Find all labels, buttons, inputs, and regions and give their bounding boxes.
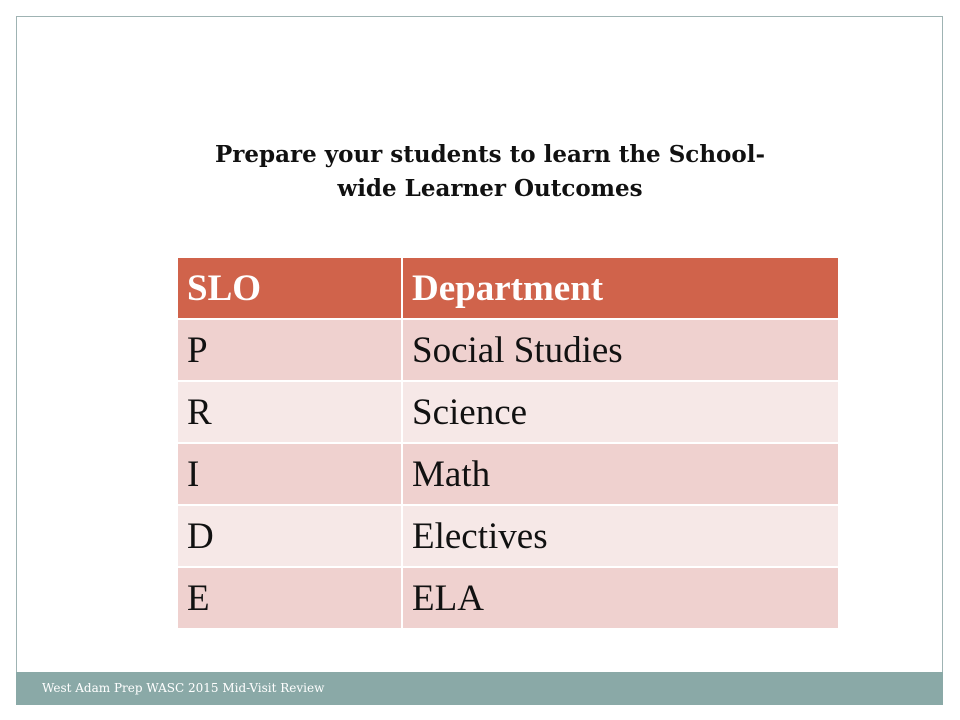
footer-bar [16, 672, 943, 705]
title-line-1: Prepare your students to learn the School- [214, 141, 766, 168]
slo-cell: E [177, 567, 402, 629]
table-row [177, 505, 839, 567]
department-cell: Social Studies [402, 319, 839, 381]
slo-department-table [176, 256, 840, 630]
slo-cell: I [177, 443, 402, 505]
header-department: Department [402, 257, 839, 319]
slo-cell: R [177, 381, 402, 443]
slo-cell: D [177, 505, 402, 567]
header-slo: SLO [177, 257, 402, 319]
department-cell: Science [402, 381, 839, 443]
department-cell: Math [402, 443, 839, 505]
footer-text: West Adam Prep WASC 2015 Mid-Visit Review [42, 681, 325, 695]
department-cell: ELA [402, 567, 839, 629]
table-header-row [177, 257, 839, 319]
slide-title [130, 138, 850, 206]
table-row [177, 443, 839, 505]
table-row [177, 567, 839, 629]
department-cell: Electives [402, 505, 839, 567]
table-row [177, 381, 839, 443]
table-row [177, 319, 839, 381]
slo-cell: P [177, 319, 402, 381]
title-line-2: wide Learner Outcomes [337, 175, 643, 202]
